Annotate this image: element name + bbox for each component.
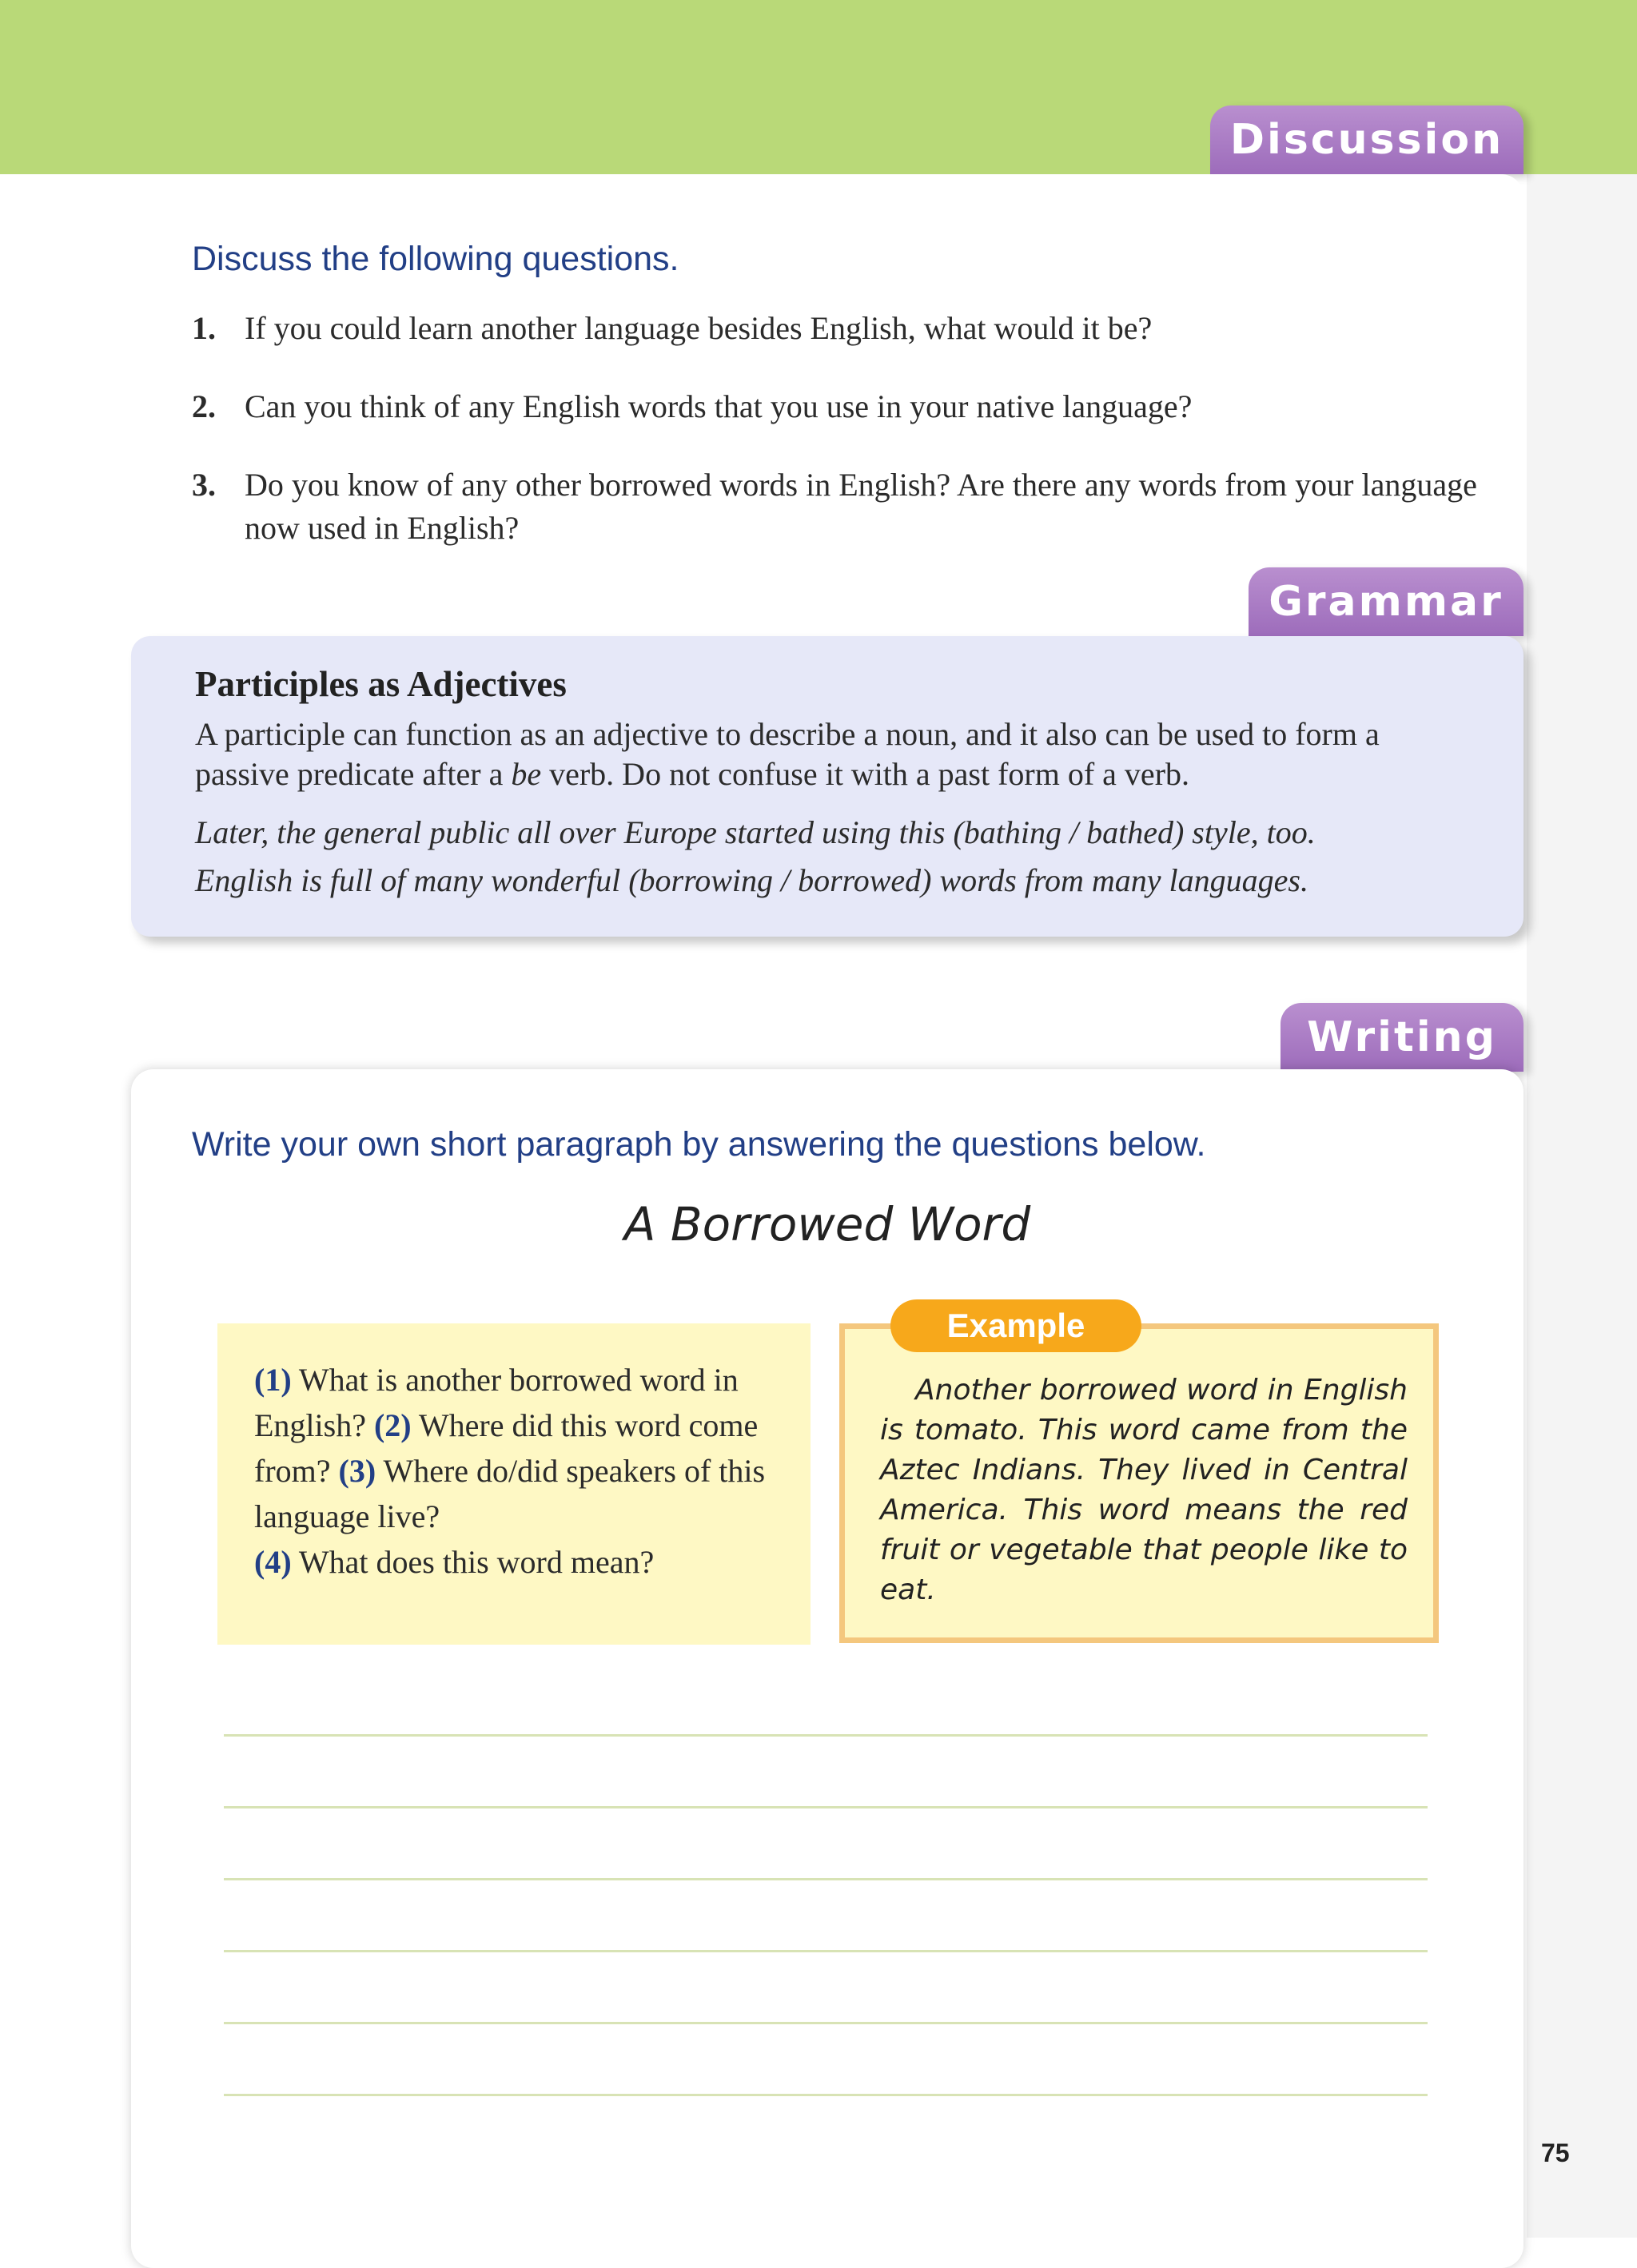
writing-section <box>131 1069 1523 2268</box>
writing-title: A Borrowed Word <box>623 1197 1031 1251</box>
grammar-description <box>195 714 1474 794</box>
writing-line[interactable] <box>224 1950 1428 1952</box>
writing-line[interactable] <box>224 2022 1428 2024</box>
page-margin-strip <box>1527 174 1637 2238</box>
writing-line[interactable] <box>224 2094 1428 2096</box>
discussion-question-list <box>192 307 1503 585</box>
grammar-description-emphasis: be <box>511 756 542 792</box>
prompt-number: (2) <box>373 1407 412 1443</box>
prompt-number: (3) <box>338 1453 376 1489</box>
grammar-tab-label: Grammar <box>1269 578 1504 626</box>
grammar-description-start: A participle can function as an adjective to describe a noun, and it also can be used to form a passive predicate after a <box>195 716 1380 792</box>
writing-line[interactable] <box>224 1878 1428 1880</box>
question-number: 3. <box>192 467 216 503</box>
example-label: Example <box>946 1307 1085 1344</box>
page-number: 75 <box>1541 2139 1570 2167</box>
example-badge <box>890 1299 1141 1352</box>
discussion-tab-label: Discussion <box>1229 116 1504 164</box>
writing-tab <box>1281 1003 1523 1072</box>
discussion-tab <box>1210 105 1523 174</box>
prompt-text: Where do/did speakers of this language live? <box>254 1453 766 1534</box>
grammar-title: Participles as Adjectives <box>195 664 567 704</box>
discussion-heading: Discuss the following questions. <box>192 240 679 278</box>
question-number: 1. <box>192 310 216 346</box>
example-text: Another borrowed word in English is tomato. This word came from the Aztec Indians. They lived in Central America. This word means the red fruit or vegetable that people like to eat. <box>880 1374 1408 1606</box>
grammar-tab <box>1249 567 1523 636</box>
writing-line[interactable] <box>224 1806 1428 1808</box>
writing-lines <box>224 1734 1428 2166</box>
writing-tab-label: Writing <box>1307 1013 1497 1061</box>
discussion-question <box>192 307 1503 350</box>
grammar-example: English is full of many wonderful (borrowing / borrowed) words from many languages. <box>195 862 1308 898</box>
prompt-number: (1) <box>254 1362 292 1398</box>
discussion-question <box>192 464 1503 550</box>
grammar-box <box>131 636 1523 937</box>
example-box <box>839 1323 1439 1643</box>
writing-line[interactable] <box>224 1734 1428 1737</box>
question-text: Do you know of any other borrowed words in English? Are there any words from your language now used in English? <box>245 467 1477 546</box>
prompt-text: Where did this word come from? <box>254 1407 759 1489</box>
grammar-example: Later, the general public all over Europe started using this (bathing / bathed) style, too. <box>195 814 1316 850</box>
discussion-question <box>192 385 1503 428</box>
grammar-description-end: verb. Do not confuse it with a past form of a verb. <box>541 756 1190 792</box>
writing-prompts-box <box>217 1323 811 1645</box>
question-text: Can you think of any English words that you use in your native language? <box>245 388 1193 424</box>
prompt-number: (4) <box>254 1544 292 1580</box>
prompt-text: What does this word mean? <box>298 1544 655 1580</box>
writing-heading: Write your own short paragraph by answering the questions below. <box>192 1125 1206 1164</box>
prompt-text: What is another borrowed word in English? <box>254 1362 739 1443</box>
writing-prompts <box>254 1357 798 1585</box>
question-text: If you could learn another language besides English, what would it be? <box>245 310 1153 346</box>
question-number: 2. <box>192 388 216 424</box>
